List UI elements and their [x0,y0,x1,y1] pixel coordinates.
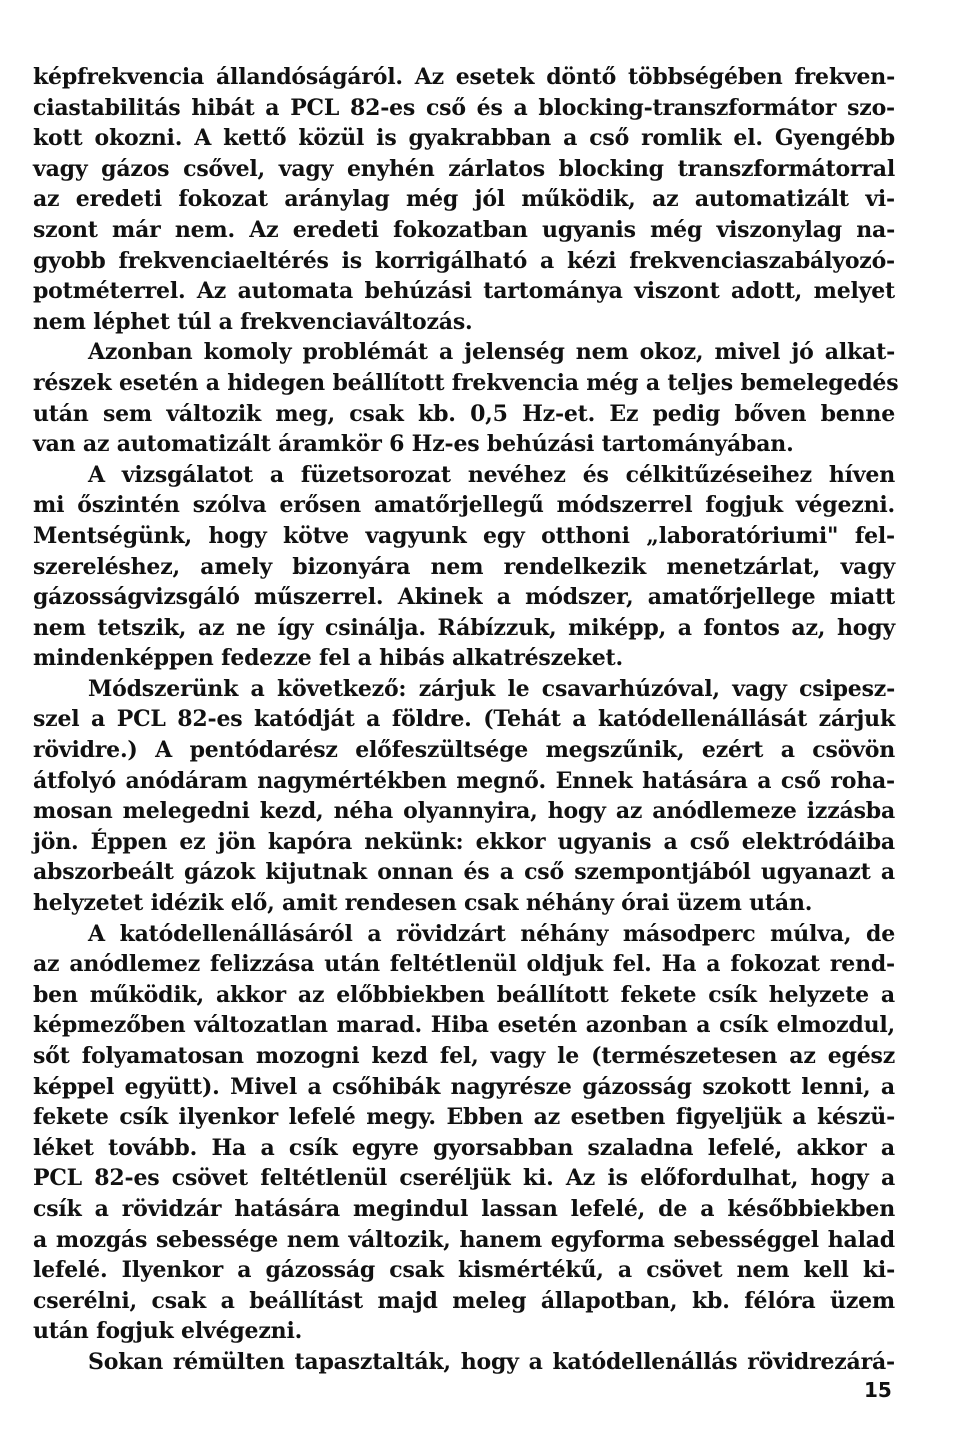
text-line: szont már nem. Az eredeti fokozatban ugyanis még viszonylag na- [33,216,895,243]
text-line: vagy gázos csővel, vagy enyhén zárlatos blocking transzformátorral [33,155,895,182]
text-line: A vizsgálatot a füzetsorozat nevéhez és célkitűzéseihez híven [88,461,895,488]
text-line: ben működik, akkor az előbbiekben beállított fekete csík helyzete a [33,981,895,1008]
text-line: az anódlemez felizzása után feltétlenül oldjuk fel. Ha a fokozat rend- [33,951,895,978]
text-line: nem tetszik, az ne így csinálja. Rábízzuk, miképp, a fontos az, hogy [33,614,895,641]
text-line: csík a rövidzár hatására megindul lassan lefelé, de a későbbiekben [33,1195,895,1222]
text-line: Módszerünk a következő: zárjuk le csavarhúzóval, vagy csipesz- [88,675,895,702]
text-line: gyobb frekvenciaeltérés is korrigálható a kézi frekvenciaszabályozó- [33,247,895,274]
page-number: 15 [864,1378,892,1402]
text-line: mi őszintén szólva erősen amatőrjellegű módszerrel fogjuk végezni. [33,492,895,519]
text-line: PCL 82-es csövet feltétlenül cseréljük ki. Az is előfordulhat, hogy a [33,1165,895,1192]
text-line: szereléshez, amely bizonyára nem rendelkezik menetzárlat, vagy [33,553,895,580]
text-line: cserélni, csak a beállítást majd meleg állapotban, kb. félóra üzem [33,1287,895,1314]
text-line: abszorbeált gázok kijutnak onnan és a cső szempontjából ugyanazt a [33,859,895,886]
text-line: A katódellenállásáról a rövidzárt néhány másodperc múlva, de [88,920,895,947]
text-line: képmezőben változatlan marad. Hiba esetén azonban a csík elmozdul, [33,1012,895,1039]
text-line: van az automatizált áramkör 6 Hz-es behúzási tartományában. [33,431,794,458]
text-line: kott okozni. A kettő közül is gyakrabban a cső romlik el. Gyengébb [33,125,895,152]
text-line: rövidre.) A pentódarész előfeszültsége megszűnik, ezért a csövön [33,737,895,764]
text-line: részek esetén a hidegen beállított frekvencia még a teljes bemelegedés [33,369,899,396]
text-line: sőt folyamatosan mozogni kezd fel, vagy le (természetesen az egész [33,1043,895,1069]
text-line: jön. Éppen ez jön kapóra nekünk: ekkor ugyanis a cső elektródáiba [33,828,895,855]
text-line: mosan melegedni kezd, néha olyannyira, hogy az anódlemeze izzásba [33,798,895,825]
text-line: nem léphet túl a frekvenciaváltozás. [33,308,473,335]
text-line: az eredeti fokozat aránylag még jól működik, az automatizált vi- [33,186,895,213]
text-line: képfrekvencia állandóságáról. Az esetek döntő többségében frekven- [33,64,895,90]
text-line: képpel együtt). Mivel a csőhibák nagyrésze gázosság szokott lenni, a [33,1073,895,1100]
text-line: átfolyó anódáram nagymértékben megnő. Ennek hatására a cső roha- [33,767,895,794]
text-line: szel a PCL 82-es katódját a földre. (Tehát a katódellenállását zárjuk [33,706,895,733]
text-line: Azonban komoly problémát a jelenség nem okoz, mivel jó alkat- [88,339,895,366]
text-line: potméterrel. Az automata behúzási tartománya viszont adott, melyet [33,278,895,305]
text-line: léket tovább. Ha a csík egyre gyorsabban szaladna lefelé, akkor a [33,1134,895,1161]
text-line: ciastabilitás hibát a PCL 82-es cső és a blocking-transzformátor szo- [33,94,895,121]
text-line: Mentségünk, hogy kötve vagyunk egy otthoni „laboratóriumi" fel- [33,522,895,549]
page-body [33,62,899,1378]
text-line: helyzetet idézik elő, amit rendesen csak néhány órai üzem után. [33,890,813,917]
text-line: Sokan rémülten tapasztalták, hogy a katódellenállás rövidrezárá- [88,1348,895,1375]
text-line: gázosságvizsgáló műszerrel. Akinek a módszer, amatőrjellege miatt [33,584,895,611]
text-line: lefelé. Ilyenkor a gázosság csak kismértékű, a csövet nem kell ki- [33,1257,895,1284]
text-line: mindenképpen fedezze fel a hibás alkatrészeket. [33,645,623,672]
text-line: után sem változik meg, csak kb. 0,5 Hz-et. Ez pedig bőven benne [33,400,895,427]
text-line: fekete csík ilyenkor lefelé megy. Ebben az esetben figyeljük a készü- [33,1104,895,1131]
text-line: a mozgás sebessége nem változik, hanem egyforma sebességgel halad [33,1226,895,1253]
text-line: után fogjuk elvégezni. [33,1318,303,1345]
